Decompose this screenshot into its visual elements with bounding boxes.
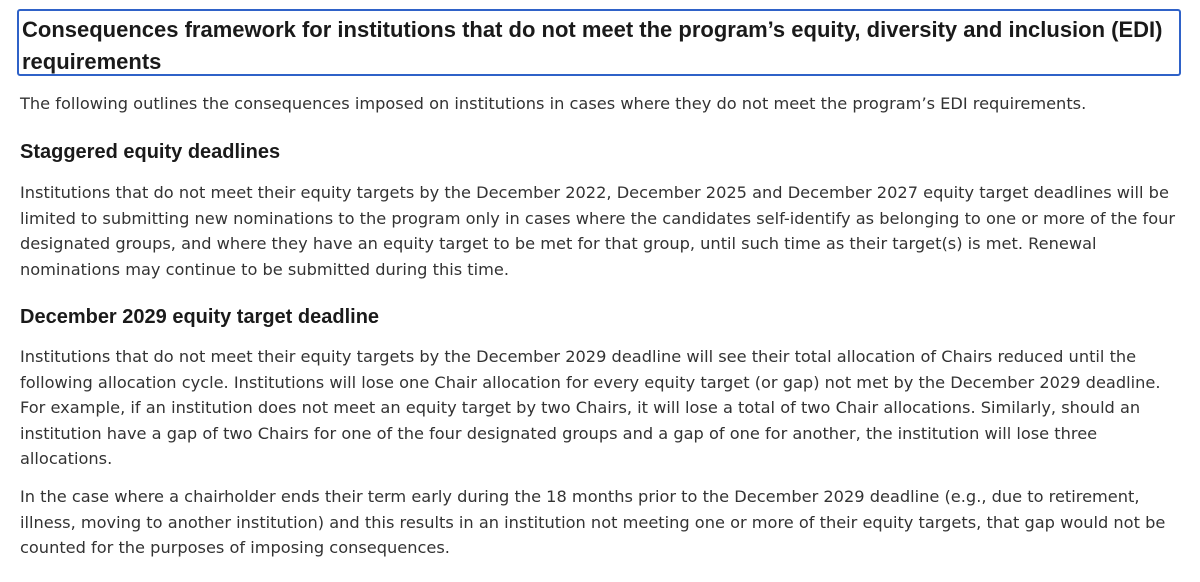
intro-paragraph: The following outlines the consequences imposed on institutions in cases where they do not meet the program’s EDI requirements.: [20, 94, 1087, 113]
section-heading-staggered-deadlines: Staggered equity deadlines: [20, 141, 281, 163]
staggered-deadlines-paragraph: Institutions that do not meet their equity targets by the December 2022, December 2025 and December 2027 equity target deadlines will be limited to submitting new nominations to the program only in cases where the candidates self-identify as belonging to one or more of the four designated groups, and where they have an equity target to be met for that group, until such time as their target(s) is met. Renewal nominations may continue to be submitted during this time.: [20, 183, 1176, 279]
deadline-2029-paragraph: Institutions that do not meet their equity targets by the December 2029 deadline will see their total allocation of Chairs reduced until the following allocation cycle. Institutions will lose one Chair allocation for every equity target (or gap) not met by the December 2029 deadline. For example, if an institution does not meet an equity target by two Chairs, it will lose a total of two Chair allocations. Similarly, should an institution have a gap of two Chairs for one of the four designated groups and a gap of one for another, the institution will lose three allocations.: [20, 347, 1161, 469]
early-term-end-paragraph: In the case where a chairholder ends their term early during the 18 months prior to the December 2029 deadline (e.g., due to retirement, illness, moving to another institution) and this results in an institution not meeting one or more of their equity targets, that gap would not be counted for the purposes of imposing consequences.: [20, 487, 1166, 558]
page-title: Consequences framework for institutions that do not meet the program’s equity, diversity and inclusion (EDI) requirements: [22, 17, 1163, 74]
page-title-focus-box[interactable]: [17, 9, 1181, 76]
section-heading-2029-deadline: December 2029 equity target deadline: [20, 306, 380, 328]
